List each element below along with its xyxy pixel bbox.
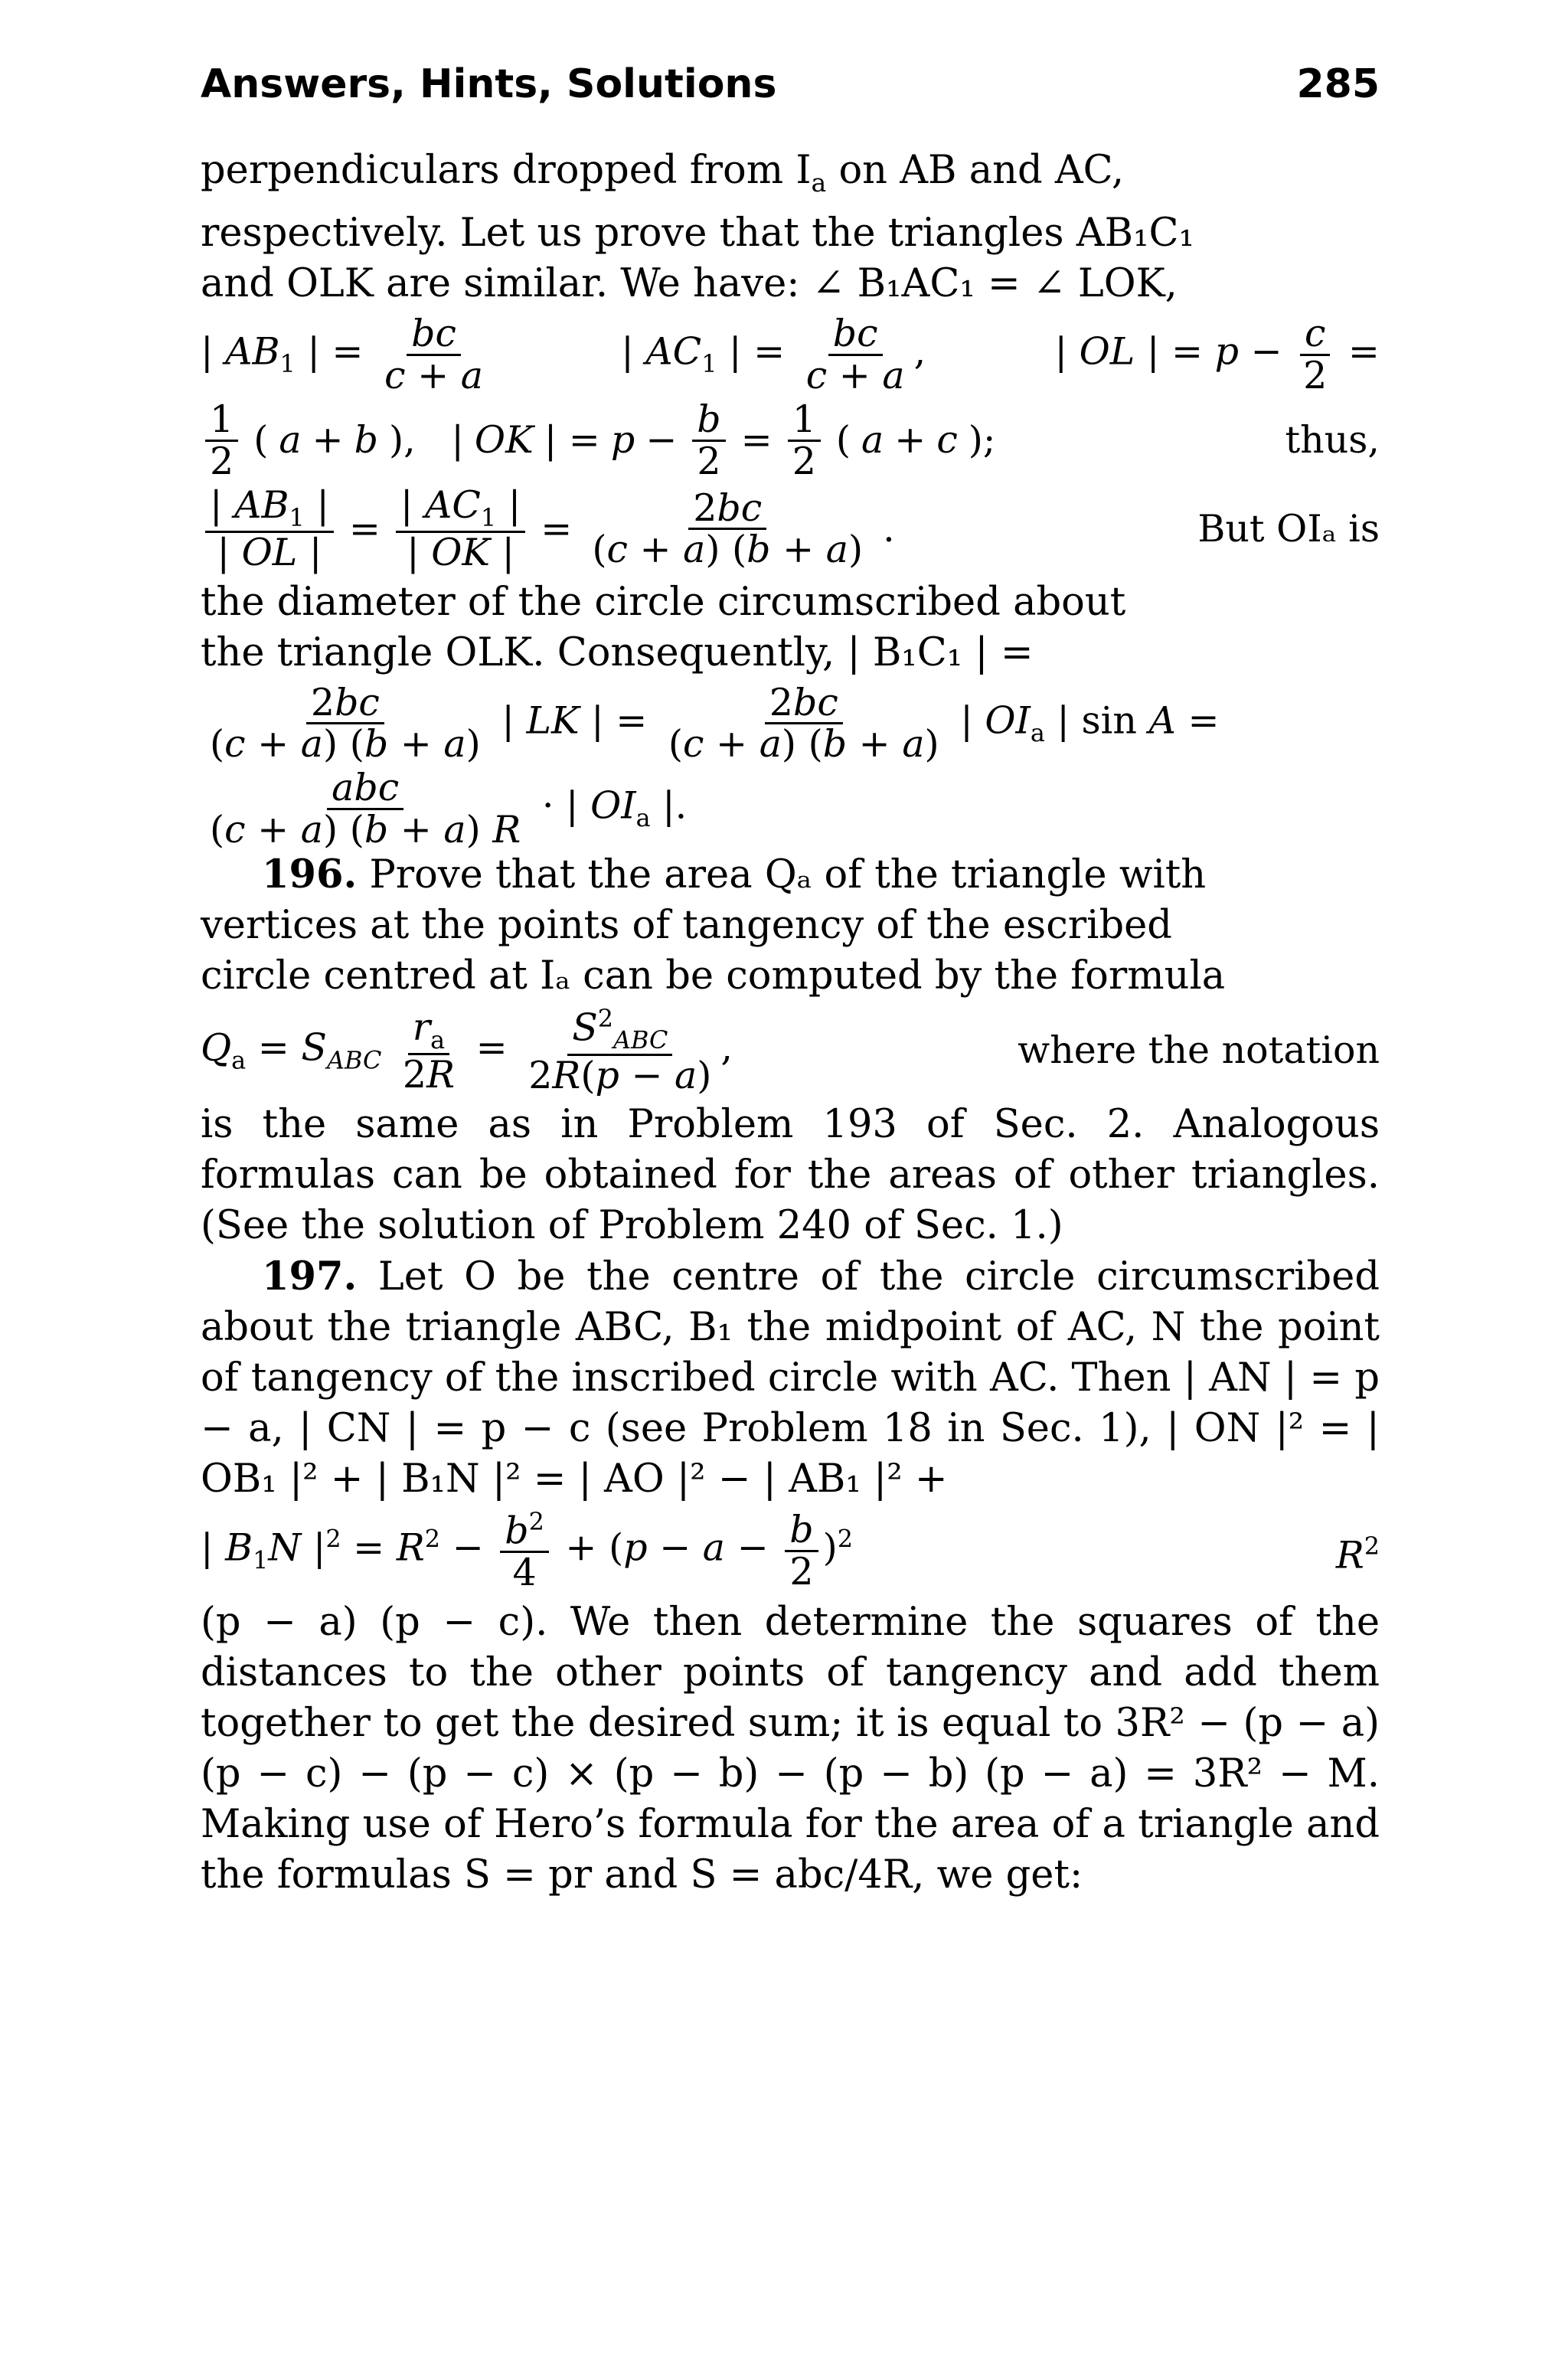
equation-result: $\frac{\text{abc}}{(c + a) (b + a) R}$ · | $OI_a$ |.	[210, 766, 688, 852]
equation-lengths: | $AB_1$ | = $\frac{bc}{c + a}$ | $AC_1$ | = $\frac{bc}{c + a}$ , | OL | = p − $\frac{c}{2}$ =	[201, 312, 1380, 397]
thus-word: thus,	[1285, 418, 1380, 462]
header-title: Answers, Hints, Solutions	[201, 61, 777, 107]
page	[201, 61, 1380, 1901]
equation-qa: $Q_a = S_{ABC}$ $\frac{r_a}{2R}$ = $\frac{S^2_{ABC}}{2R(p - a)}$ , where the notation	[201, 1004, 1380, 1097]
text-paragraph: is the same as in Problem 193 of Sec. 2. Analogous formulas can be obtained for the areas of other triangles. (See the solution of Problem 240 of Sec. 1.)	[201, 1102, 1380, 1249]
where-clause: where the notation	[1018, 1028, 1380, 1073]
equation-b1n: | $B_1N$ $|^2 = R^2$ − $\frac{b^2}{4}$ + (p − a − $\frac{b}{2}$ )$^2$ $R^2$	[201, 1507, 1380, 1595]
text-line: vertices at the points of tangency of the escribed	[201, 903, 1172, 949]
body-text	[201, 145, 1380, 1901]
text-line: the triangle OLK. Consequently, | B₁C₁ | =	[201, 629, 1034, 675]
text-paragraph: (p − a) (p − c). We then determine the squares of the distances to the other points of tangency and add them together to get the desired sum; it is equal to 3R² − (p − a) (p − c) − (p − c) × (p − b) − (p − b) (p − a) = 3R² − M. Making use of Hero’s formula for the area of a triangle and the formulas S = pr and S = abc/4R, we get:	[201, 1599, 1380, 1898]
page-number: 285	[1296, 61, 1380, 107]
running-header	[201, 61, 1380, 145]
problem-197: 197. Let O be the centre of the circle circumscribed about the triangle ABC, B₁ the midpoint of AC, N the point of tangency of the inscribed circle with AC. Then | AN | = p − a, | CN | = p − c (see Problem 18 in Sec. 1), | ON |² = | OB₁ |² + | B₁N |² = | AO |² − | AB₁ |² +	[201, 1254, 1380, 1502]
equation-ratio: $\frac{| AB_1 |}{| OL |}$ = $\frac{| AC_1 |}{| OK |}$ = $\frac{2bc}{(c + a) (b + a)}$ . But OIₐ is	[201, 485, 1380, 573]
text-line: respectively. Let us prove that the triangles AB₁C₁	[201, 211, 1194, 257]
equation-b1c1: $\frac{2bc}{(c + a) (b + a)}$ | LK | = $\frac{2bc}{(c + a) (b + a)}$ | $OI_a$ | sin A =	[210, 680, 1220, 767]
text-line: perpendiculars dropped from $I_a$ on AB and AC,	[201, 148, 1125, 198]
text-line: and OLK are similar. We have: ∠ B₁AC₁ = ∠ LOK,	[201, 261, 1178, 307]
text-line: the diameter of the circle circumscribed about	[201, 579, 1126, 625]
text-line: circle centred at Iₐ can be computed by the formula	[201, 953, 1226, 999]
problem-196: 196. Prove that the area Qₐ of the triangle with	[262, 852, 1207, 898]
but-clause: But OIₐ is	[1197, 506, 1380, 551]
equation-ok: $\frac{1}{2}$ ( a + b ), | OK | = p − $\frac{b}{2}$ = $\frac{1}{2}$ ( a + c ); thus,	[201, 400, 1380, 481]
